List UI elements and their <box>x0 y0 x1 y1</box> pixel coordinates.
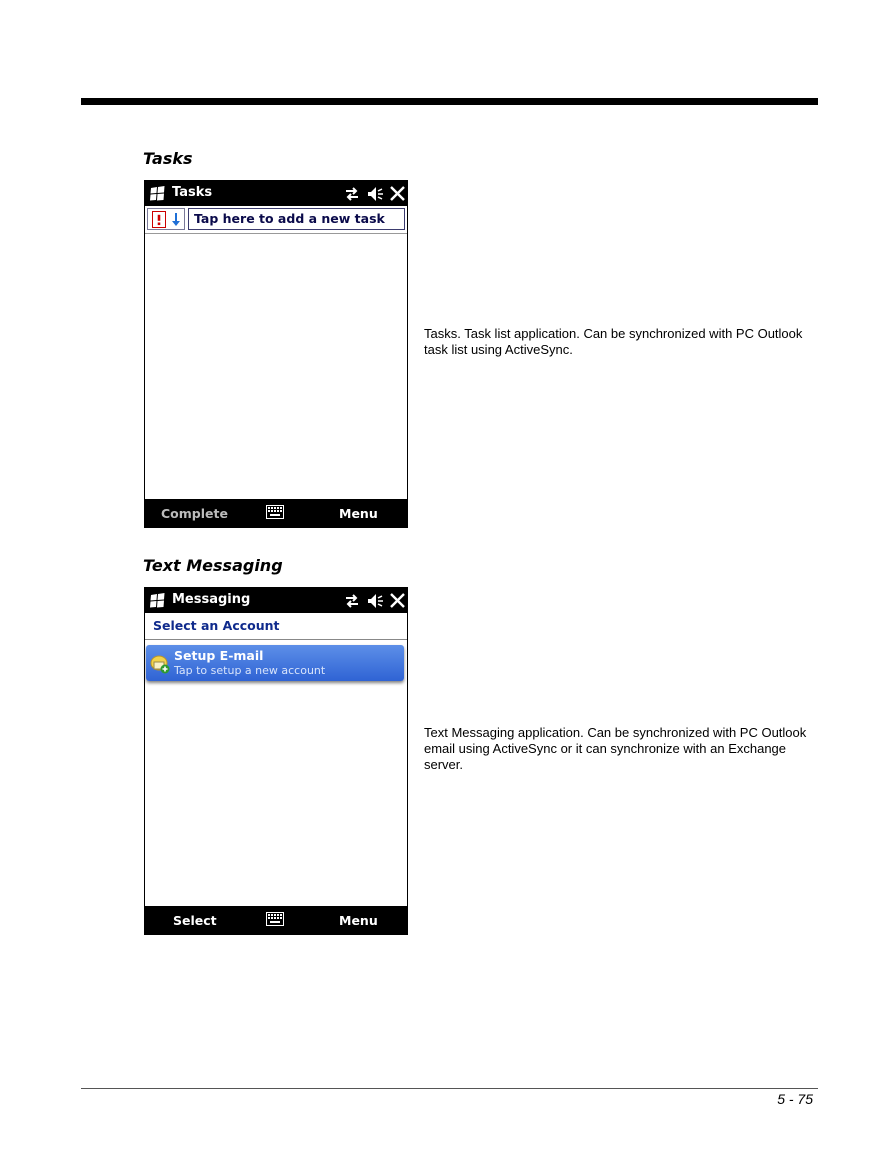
account-subtitle: Tap to setup a new account <box>174 664 326 677</box>
page-number: 5 - 75 <box>777 1091 813 1107</box>
new-task-row <box>145 206 407 234</box>
app-title: Messaging <box>172 592 251 607</box>
sort-icon[interactable] <box>170 211 182 228</box>
messaging-screenshot <box>144 587 408 935</box>
complete-softkey[interactable]: Complete <box>161 506 228 521</box>
menu-softkey[interactable]: Menu <box>339 913 378 928</box>
account-list-header: Select an Account <box>145 613 407 640</box>
sync-icon[interactable] <box>343 592 361 610</box>
bottom-rule <box>81 1088 818 1089</box>
close-icon[interactable] <box>389 185 406 202</box>
tasks-screenshot <box>144 180 408 528</box>
email-setup-icon <box>150 654 170 674</box>
section-title-text-messaging: Text Messaging <box>143 556 283 575</box>
priority-high-icon[interactable] <box>152 211 166 228</box>
windows-logo-icon[interactable] <box>149 592 166 609</box>
messaging-description: Text Messaging application. Can be synchronized with PC Outlook email using ActiveSync or it can synchronize with an Exchange server. <box>424 725 807 772</box>
keyboard-icon[interactable] <box>266 505 284 519</box>
title-bar <box>145 588 407 613</box>
tasks-description: Tasks. Task list application. Can be synchronized with PC Outlook task list using ActiveSync. <box>424 326 803 357</box>
section-title-tasks: Tasks <box>143 149 193 168</box>
speaker-muted-icon[interactable] <box>366 592 384 610</box>
new-task-input[interactable]: Tap here to add a new task <box>188 208 405 230</box>
select-softkey[interactable]: Select <box>173 913 217 928</box>
account-name: Setup E-mail <box>174 648 264 663</box>
softkey-bar <box>145 906 407 934</box>
speaker-muted-icon[interactable] <box>366 185 384 203</box>
title-bar <box>145 181 407 206</box>
softkey-bar <box>145 499 407 527</box>
menu-softkey[interactable]: Menu <box>339 506 378 521</box>
sync-icon[interactable] <box>343 185 361 203</box>
close-icon[interactable] <box>389 592 406 609</box>
keyboard-icon[interactable] <box>266 912 284 926</box>
windows-logo-icon[interactable] <box>149 185 166 202</box>
account-item-setup-email[interactable] <box>146 645 404 681</box>
priority-sort-box <box>147 208 185 230</box>
app-title: Tasks <box>172 185 213 200</box>
top-rule <box>81 98 818 105</box>
